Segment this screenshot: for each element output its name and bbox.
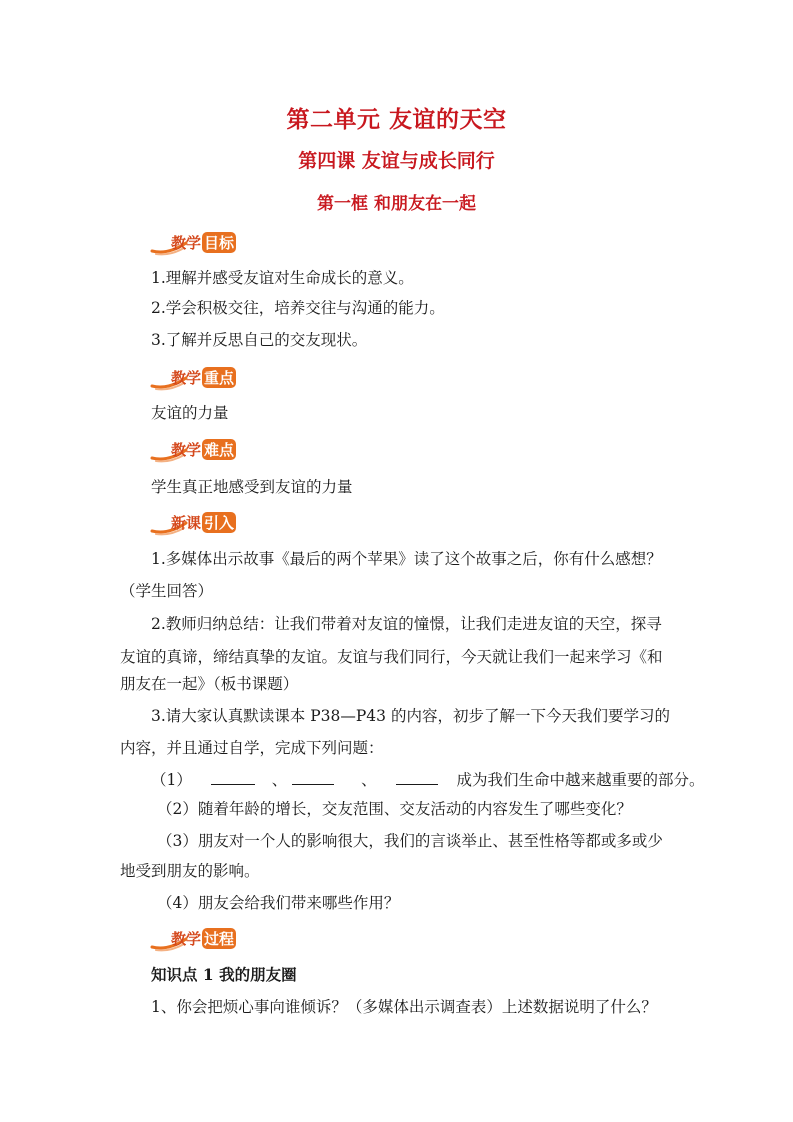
intro-p2-line1: 2.教师归纳总结：让我们带着对友谊的憧憬，让我们走进友谊的天空，探寻 — [151, 615, 662, 633]
badge-intro — [150, 509, 260, 537]
question-4: （4）朋友会给我们带来哪些作用？ — [157, 894, 400, 912]
badge-highlight: 重点 — [204, 369, 235, 387]
intro-p3-line1: 3.请大家认真默读课本 P38—P43 的内容，初步了解一下今天我们要学习的 — [151, 707, 670, 725]
knowledge-point-1: 知识点 1 我的朋友圈 — [151, 965, 297, 984]
intro-p3-line2: 内容，并且通过自学，完成下列问题： — [120, 739, 384, 757]
intro-p1-line2: （学生回答） — [120, 582, 214, 600]
question-1-tail: 成为我们生命中越来越重要的部分。 — [456, 771, 705, 789]
unit-title: 第二单元 友谊的天空 — [286, 106, 507, 133]
answer-blank-1 — [211, 768, 255, 785]
question-3-line1: （3）朋友对一个人的影响很大，我们的言谈举止、甚至性格等都或多或少 — [157, 832, 663, 850]
intro-p1-line1: 1.多媒体出示故事《最后的两个苹果》读了这个故事之后，你有什么感想？ — [151, 550, 662, 568]
goal-1: 1.理解并感受友谊对生命成长的意义。 — [151, 269, 414, 287]
key-point-text: 友谊的力量 — [151, 404, 229, 422]
badge-highlight: 过程 — [204, 930, 235, 948]
question-1 — [151, 768, 705, 790]
question-1-number: （1） — [151, 771, 192, 789]
badge-process — [150, 925, 260, 953]
badge-highlight: 引入 — [204, 514, 235, 532]
badge-key-point — [150, 364, 260, 392]
badge-highlight: 难点 — [204, 441, 235, 459]
badge-label: 新课 — [171, 514, 202, 532]
separator: 、 — [361, 771, 377, 789]
process-question-1: 1、你会把烦心事向谁倾诉？（多媒体出示调查表）上述数据说明了什么？ — [151, 998, 657, 1016]
badge-label: 教学 — [171, 441, 202, 459]
goal-3: 3.了解并反思自己的交友现状。 — [151, 331, 368, 349]
intro-p2-line2: 友谊的真谛，缔结真挚的友谊。友谊与我们同行，今天就让我们一起来学习《和 — [120, 648, 663, 666]
badge-label: 教学 — [171, 930, 202, 948]
badge-label: 教学 — [171, 369, 202, 387]
question-2: （2）随着年龄的增长，交友范围、交友活动的内容发生了哪些变化？ — [157, 800, 632, 818]
lesson-title: 第四课 友谊与成长同行 — [298, 150, 495, 172]
answer-blank-2 — [292, 768, 334, 785]
intro-p2-line3: 朋友在一起》（板书课题） — [120, 675, 299, 693]
badge-difficulty — [150, 436, 260, 464]
goal-2: 2.学会积极交往，培养交往与沟通的能力。 — [151, 299, 445, 317]
badge-highlight: 目标 — [204, 234, 235, 252]
section-title: 第一框 和朋友在一起 — [317, 194, 476, 214]
separator: 、 — [271, 771, 288, 789]
difficulty-text: 学生真正地感受到友谊的力量 — [151, 478, 353, 496]
badge-label: 教学 — [171, 234, 202, 252]
answer-blank-3 — [396, 768, 438, 785]
badge-teaching-goals — [150, 229, 260, 257]
question-3-line2: 地受到朋友的影响。 — [120, 862, 260, 880]
